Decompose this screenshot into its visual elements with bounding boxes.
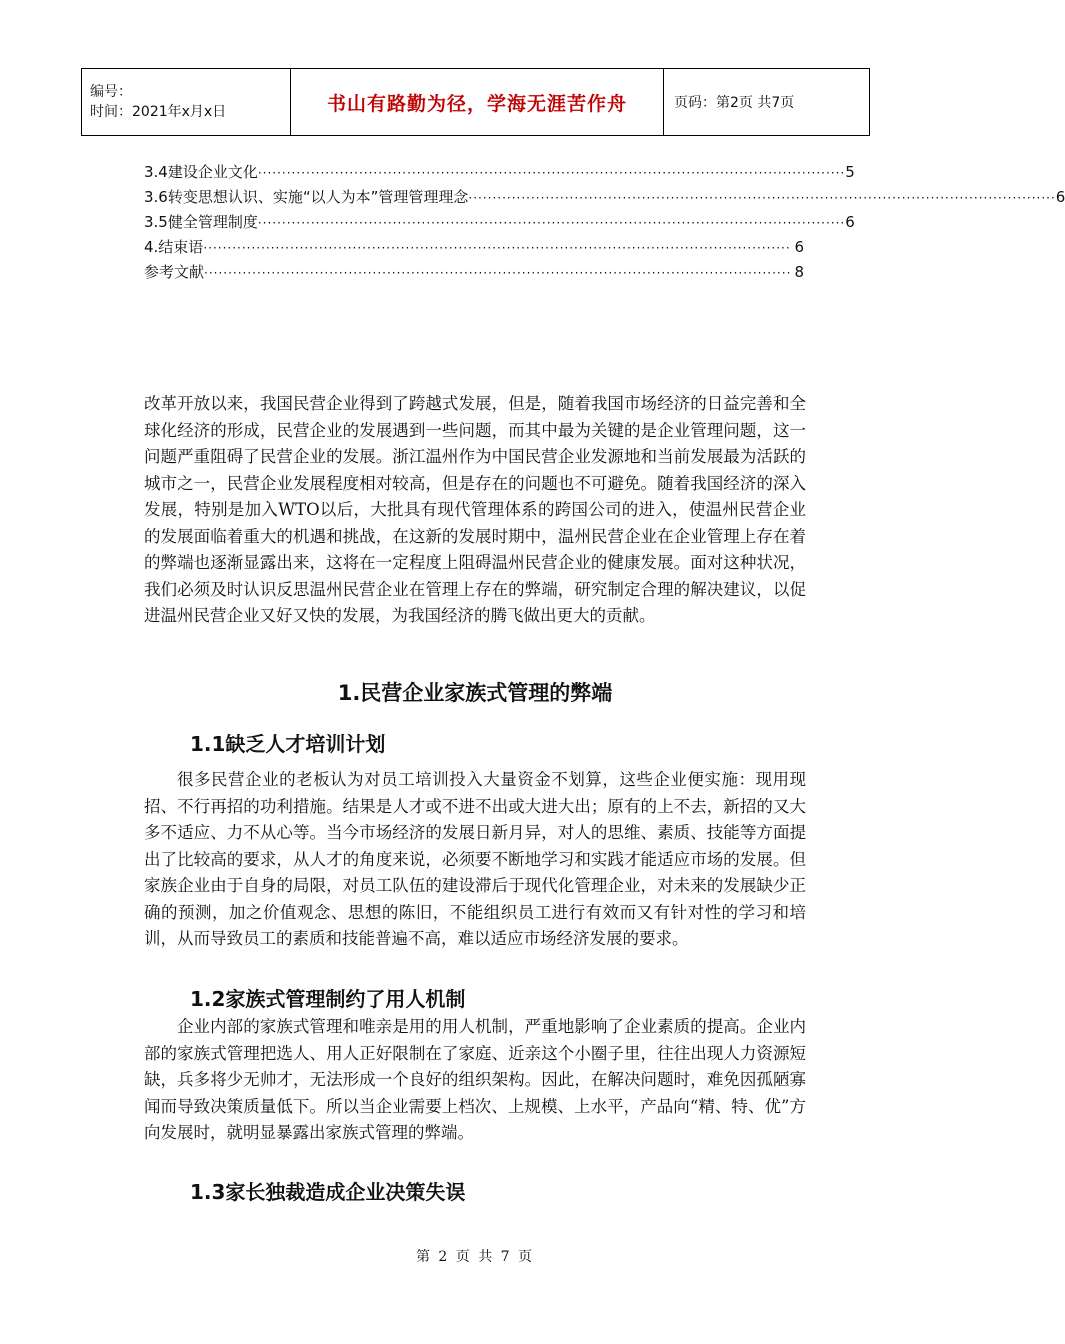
toc-item-page: 6 xyxy=(845,213,855,231)
toc-item-title: 3.4建设企业文化 xyxy=(144,163,258,181)
header-number-label: 编号： xyxy=(90,84,132,100)
document-header-table xyxy=(81,68,870,136)
table-of-contents xyxy=(144,160,1065,285)
toc-item-title: 3.5健全管理制度 xyxy=(144,213,258,231)
toc-item-page: 8 xyxy=(794,263,804,281)
header-motto: 书山有路勤为径，学海无涯苦作舟 xyxy=(291,69,664,136)
toc-leader-dots: ·························································································································· xyxy=(204,266,792,280)
toc-item-page: 5 xyxy=(845,163,855,181)
section-1-heading: 1.民营企业家族式管理的弊端 xyxy=(337,681,613,705)
header-meta-cell xyxy=(82,69,291,136)
toc-leader-dots: ·························································································································· xyxy=(257,216,846,230)
toc-item xyxy=(144,160,855,185)
toc-item xyxy=(144,185,1065,210)
toc-leader-dots: ·························································································································· xyxy=(203,241,791,255)
toc-leader-dots: ·························································································································· xyxy=(257,166,846,180)
toc-item-title: 4.结束语 xyxy=(144,238,204,256)
toc-item-page: 6 xyxy=(794,238,804,256)
toc-item-title: 参考文献 xyxy=(144,263,205,281)
toc-item xyxy=(144,210,855,235)
section-1-3-heading: 1.3家长独裁造成企业决策失误 xyxy=(190,1180,466,1204)
header-page-info: 页码：第2页 共7页 xyxy=(664,69,870,136)
page-footer: 第 2 页 共 7 页 xyxy=(415,1249,535,1265)
section-1-2-paragraph: 企业内部的家族式管理和唯亲是用的用人机制，严重地影响了企业素质的提高。企业内部的家族式管理把选人、用人正好限制在了家庭、近亲这个小圈子里，往往出现人力资源短缺，兵多将少无帅才，无法形成一个良好的组织架构。因此，在解决问题时，难免因孤陋寡闻而导致决策质量低下。所以当企业需要上档次、上规模、上水平，产品向“精、特、优”方向发展时，就明显暴露出家族式管理的弊端。 xyxy=(144,1017,806,1142)
intro-paragraph: 改革开放以来，我国民营企业得到了跨越式发展，但是，随着我国市场经济的日益完善和全球化经济的形成，民营企业的发展遇到一些问题，而其中最为关键的是企业管理问题，这一问题严重阻碍了民营企业的发展。浙江温州作为中国民营企业发源地和当前发展最为活跃的城市之一，民营企业发展程度相对较高，但是存在的问题也不可避免。随着我国经济的深入发展，特别是加入WTO以后，大批具有现代管理体系的跨国公司的进入，使温州民营企业的发展面临着重大的机遇和挑战，在这新的发展时期中，温州民营企业在企业管理上存在着的弊端也逐渐显露出来，这将在一定程度上阻碍温州民营企业的健康发展。面对这种状况，我们必须及时认识反思温州民营企业在管理上存在的弊端，研究制定合理的解决建议，以促进温州民营企业又好又快的发展，为我国经济的腾飞做出更大的贡献。 xyxy=(144,394,806,625)
toc-item-title: 3.6转变思想认识、实施“以人为本”管理管理理念 xyxy=(144,188,469,206)
toc-leader-dots: ·························································································································· xyxy=(468,191,1056,205)
toc-item xyxy=(144,260,804,285)
toc-item-page: 6 xyxy=(1055,188,1065,206)
section-1-1-heading: 1.1缺乏人才培训计划 xyxy=(190,732,386,756)
toc-item xyxy=(144,235,804,260)
section-1-2-heading: 1.2家族式管理制约了用人机制 xyxy=(190,987,466,1011)
section-1-1-paragraph: 很多民营企业的老板认为对员工培训投入大量资金不划算，这些企业便实施：现用现招、不行再招的功利措施。结果是人才或不进不出或大进大出；原有的上不去，新招的又大多不适应、力不从心等。当今市场经济的发展日新月异，对人的思维、素质、技能等方面提出了比较高的要求，从人才的角度来说，必须要不断地学习和实践才能适应市场的发展。但家族企业由于自身的局限，对员工队伍的建设滞后于现代化管理企业，对未来的发展缺少正确的预测，加之价值观念、思想的陈旧，不能组织员工进行有效而又有针对性的学习和培训，从而导致员工的素质和技能普遍不高，难以适应市场经济发展的要求。 xyxy=(144,770,806,948)
header-time-label: 时间：2021年x月x日 xyxy=(90,104,227,120)
